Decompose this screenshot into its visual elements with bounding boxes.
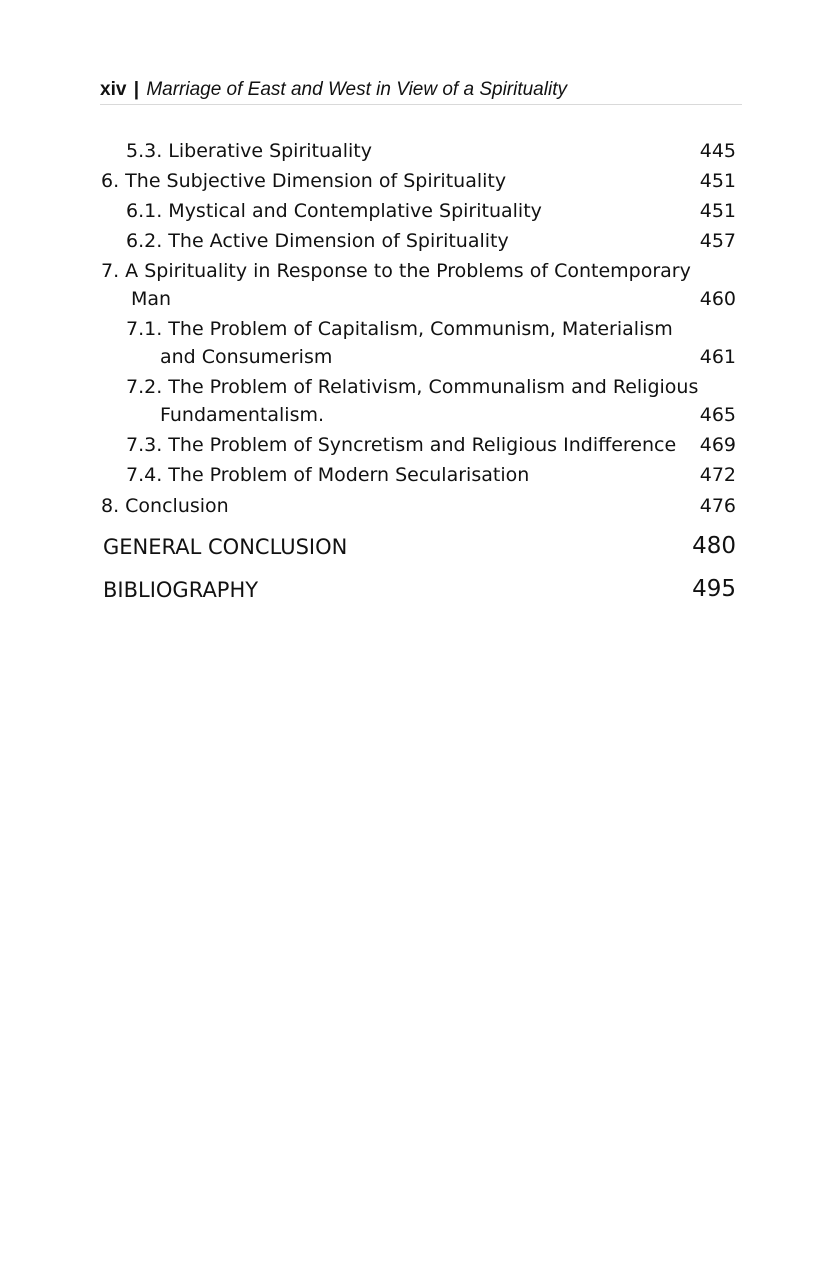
header-page-number: xiv [100, 79, 127, 100]
toc-entry-page: 465 [699, 404, 736, 426]
toc-entry-continuation: Man [131, 288, 172, 310]
toc-entry-page: 460 [699, 288, 736, 310]
toc-entry-text: 7. A Spirituality in Response to the Problems of Contemporary [101, 260, 691, 282]
toc-part-title: GENERAL CONCLUSION [103, 535, 348, 559]
toc-part-page: 480 [692, 533, 736, 559]
toc-entry-text: 5.3. Liberative Spirituality [126, 140, 372, 162]
header-book-title: Marriage of East and West in View of a Spirituality [146, 79, 567, 100]
toc-entry-text: 7.4. The Problem of Modern Secularisation [126, 464, 530, 486]
toc-entry-page: 461 [699, 346, 736, 368]
toc-entry-text: 8. Conclusion [101, 495, 229, 517]
header-separator: | [133, 79, 140, 100]
toc-entry-page: 457 [699, 230, 736, 252]
toc-entry-text: 6. The Subjective Dimension of Spirituality [101, 170, 507, 192]
toc-part-title: BIBLIOGRAPHY [103, 578, 259, 602]
toc-entry-text: 7.1. The Problem of Capitalism, Communism, Materialism [126, 318, 673, 340]
toc-entry-text: 6.1. Mystical and Contemplative Spirituality [126, 200, 542, 222]
toc-entry-text: 7.2. The Problem of Relativism, Communalism and Religious [126, 376, 699, 398]
toc-entry-page: 445 [699, 140, 736, 162]
toc-entry-continuation: Fundamentalism. [160, 404, 325, 426]
toc-part-page: 495 [692, 576, 736, 602]
toc-entry-page: 451 [699, 200, 736, 222]
toc-entry-text: 6.2. The Active Dimension of Spirituality [126, 230, 509, 252]
toc-entry-continuation: and Consumerism [160, 346, 333, 368]
toc-entry-text: 7.3. The Problem of Syncretism and Religious Indifference [126, 434, 677, 456]
toc-entry-page: 469 [699, 434, 736, 456]
toc-entry-page: 476 [699, 495, 736, 517]
toc-entry-page: 472 [699, 464, 736, 486]
toc-entry-page: 451 [699, 170, 736, 192]
